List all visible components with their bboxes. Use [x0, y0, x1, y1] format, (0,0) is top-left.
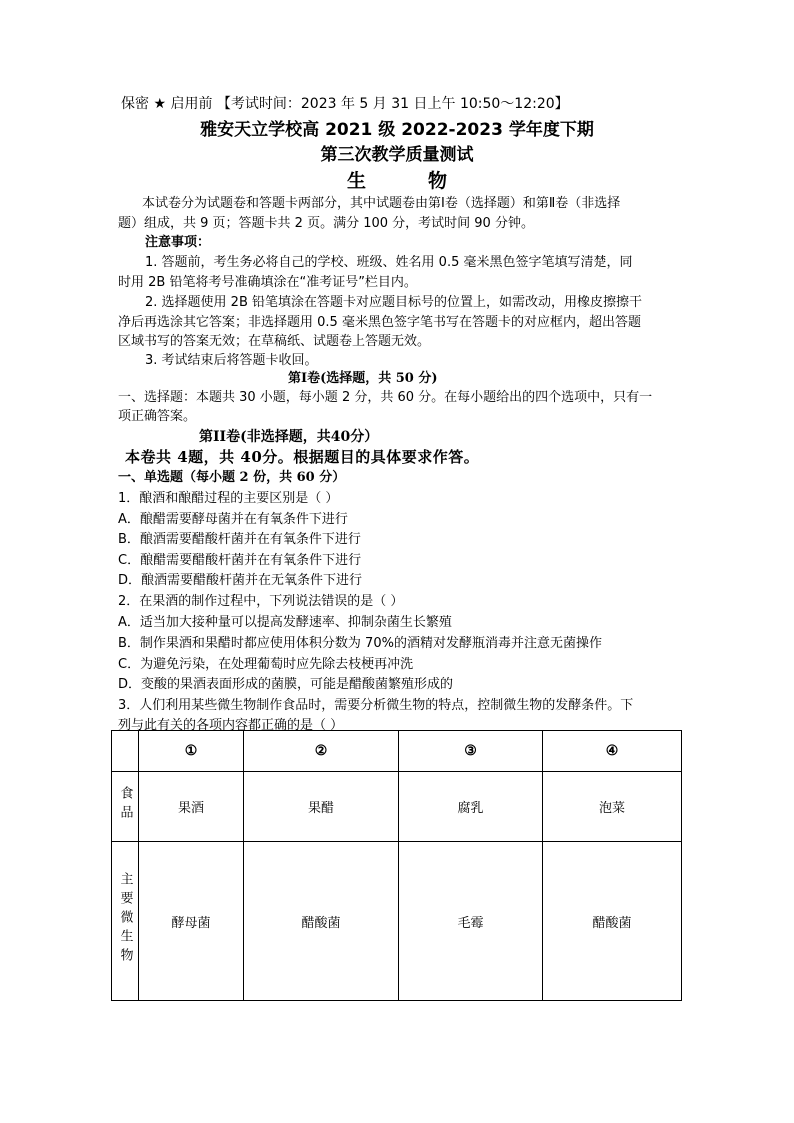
- table-row-microbe: [112, 842, 682, 1001]
- subject-title: [0, 168, 794, 194]
- intro-line-2: 题）组成，共 9 页；答题卡共 2 页。满分 100 分，考试时间 90 分钟。: [118, 216, 534, 231]
- table-cell: 泡菜: [543, 772, 682, 842]
- subject-char-2: 物: [428, 170, 448, 192]
- table-cell: 酵母菌: [139, 842, 244, 1001]
- notice-1-line-1: 1. 答题前，考生务必将自己的学校、班级、姓名用 0.5 毫米黑色签字笔填写清楚，同: [145, 255, 633, 270]
- notice-3: 3. 考试结束后将答题卡收回。: [145, 353, 318, 368]
- table-header-cell: ④: [543, 731, 682, 772]
- section-title: 一、单选题（每小题 2 份，共 60 分）: [118, 470, 346, 485]
- part2-desc: 本卷共 4题，共 40分。根据题目的具体要求作答。: [125, 448, 480, 466]
- subject-char-1: 生: [346, 170, 366, 192]
- question-2-option-b: B．制作果酒和果醋时都应使用体积分数为 70%的酒精对发酵瓶消毒并注意无菌操作: [118, 636, 602, 651]
- row-label-food: 食品: [112, 772, 139, 842]
- table-cell: 果酒: [139, 772, 244, 842]
- part1-desc-line-1: 一、选择题：本题共 30 小题，每小题 2 分，共 60 分。在每小题给出的四个选项中，只有一: [118, 390, 653, 405]
- table-cell: 醋酸菌: [543, 842, 682, 1001]
- question-2-option-c: C．为避免污染，在处理葡萄时应先除去枝梗再冲洗: [118, 657, 414, 672]
- part2-title: 第II卷(非选择题，共40分）: [199, 429, 379, 445]
- question-1-option-d: D．酿酒需要醋酸杆菌并在无氧条件下进行: [118, 573, 363, 588]
- question-1-option-a: A．酿醋需要酵母菌并在有氧条件下进行: [118, 512, 348, 527]
- table-header-cell: ②: [244, 731, 399, 772]
- question-3-stem-line-1: 3．人们利用某些微生物制作食品时，需要分析微生物的特点，控制微生物的发酵条件。下: [118, 698, 634, 713]
- notice-2-line-1: 2. 选择题使用 2B 铅笔填涂在答题卡对应题目标号的位置上，如需改动，用橡皮擦擦干: [145, 295, 642, 310]
- table-header-cell: ①: [139, 731, 244, 772]
- notice-2-line-2: 净后再选涂其它答案；非选择题用 0.5 毫米黑色签字笔书写在答题卡的对应框内，超出答题: [118, 315, 641, 330]
- question-1-option-b: B．酿酒需要醋酸杆菌并在有氧条件下进行: [118, 532, 361, 547]
- table-header-cell: ③: [399, 731, 543, 772]
- school-title: 雅安天立学校高 2021 级 2022-2023 学年度下期: [200, 120, 594, 140]
- question-3-stem-line-2: 列与此有关的各项内容都正确的是（ ）: [118, 718, 344, 733]
- table-cell: 果醋: [244, 772, 399, 842]
- part1-title: 第Ⅰ卷(选择题，共 50 分): [288, 371, 438, 386]
- table-header-cell-empty: [112, 731, 139, 772]
- question-2-option-d: D．变酸的果酒表面形成的菌膜，可能是醋酸菌繁殖形成的: [118, 677, 454, 692]
- intro-line-1: 本试卷分为试题卷和答题卡两部分，其中试题卷由第Ⅰ卷（选择题）和第Ⅱ卷（非选择: [142, 196, 621, 211]
- part1-desc-line-2: 项正确答案。: [118, 409, 197, 424]
- exam-title: 第三次教学质量测试: [320, 145, 474, 165]
- table-header-row: [112, 731, 682, 772]
- confidential-exam-time-line: 保密 ★ 启用前 【考试时间：2023 年 5 月 31 日上午 10:50～12:20】: [121, 96, 569, 112]
- table-cell: 腐乳: [399, 772, 543, 842]
- notice-title: 注意事项：: [145, 235, 211, 250]
- notice-1-line-2: 时用 2B 铅笔将考号准确填涂在“准考证号”栏目内。: [118, 275, 417, 290]
- question-1-stem: 1．酿酒和酿醋过程的主要区别是（ ）: [118, 491, 339, 506]
- question-2-stem: 2．在果酒的制作过程中，下列说法错误的是（ ）: [118, 594, 404, 609]
- table-cell: 醋酸菌: [244, 842, 399, 1001]
- question-2-option-a: A．适当加大接种量可以提高发酵速率、抑制杂菌生长繁殖: [118, 615, 452, 630]
- table-cell: 毛霉: [399, 842, 543, 1001]
- notice-2-line-3: 区域书写的答案无效；在草稿纸、试题卷上答题无效。: [118, 334, 431, 349]
- microbe-food-table: [111, 730, 682, 1001]
- row-label-microbe: 主要微生物: [112, 842, 139, 1001]
- table-row-food: [112, 772, 682, 842]
- question-1-option-c: C．酿醋需要醋酸杆菌并在有氧条件下进行: [118, 553, 362, 568]
